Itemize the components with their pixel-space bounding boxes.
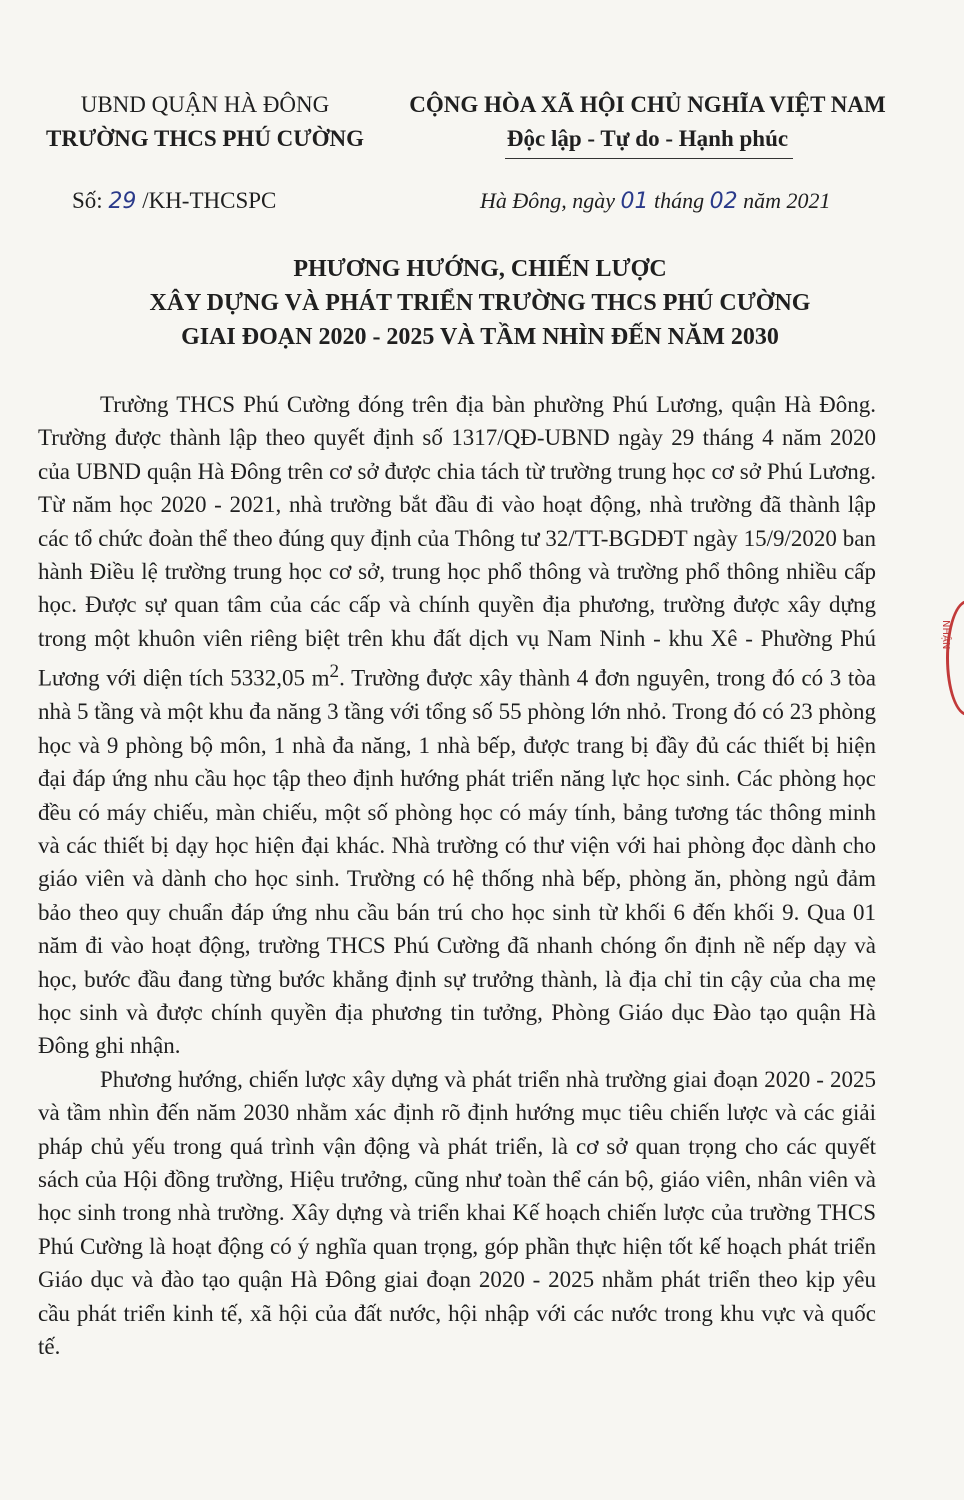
document-title: [30, 252, 930, 354]
date-part: Hà Đông, ngày: [480, 188, 621, 213]
date-part: năm 2021: [737, 188, 831, 213]
reference-suffix: /KH-THCSPC: [136, 188, 277, 213]
date-part: tháng: [648, 188, 710, 213]
title-line: GIAI ĐOẠN 2020 - 2025 VÀ TẦM NHÌN ĐẾN NĂM 2030: [181, 324, 779, 350]
stamp-text: NHẬN: [940, 620, 951, 650]
paragraph: Phương hướng, chiến lược xây dựng và phát triển nhà trường giai đoạn 2020 - 2025 và tầm nhìn đến năm 2030 nhằm xác định rõ định hướng mục tiêu chiến lược và các giải pháp chủ yếu trong quá trình vận động và phát triển, là cơ sở quan trọng cho các quyết sách của Hội đồng trường, Hiệu trưởng, cũng như toàn thể cán bộ, giáo viên, nhân viên và học sinh trong nhà trường. Xây dựng và triển khai Kế hoạch chiến lược của trường THCS Phú Cường là hoạt động có ý nghĩa quan trọng, góp phần thực hiện tốt kế hoạch phát triển Giáo dục và đào tạo quận Hà Đông giai đoạn 2020 - 2025 nhằm phát triển theo kịp yêu cầu phát triển kinh tế, xã hội của đất nước, hội nhập với các nước trong khu vực và quốc tế.: [38, 1066, 876, 1360]
school-name: TRƯỜNG THCS PHÚ CƯỜNG: [46, 126, 364, 151]
authority-line: UBND QUẬN HÀ ĐÔNG: [80, 92, 330, 117]
document-reference: [72, 188, 276, 214]
paragraph: [38, 388, 876, 1063]
national-header: [395, 88, 900, 156]
reference-number: 29: [108, 189, 137, 214]
issuing-authority: [30, 88, 380, 156]
red-stamp-icon: [946, 600, 964, 716]
date-day: 01: [620, 189, 649, 214]
reference-prefix: Số:: [72, 188, 109, 213]
document-date: [480, 188, 831, 214]
superscript: 2: [329, 661, 340, 683]
document-body: [38, 388, 876, 1363]
country-name: CỘNG HÒA XÃ HỘI CHỦ NGHĨA VIỆT NAM: [409, 92, 886, 117]
national-motto: Độc lập - Tự do - Hạnh phúc: [506, 126, 789, 151]
motto-underline: [505, 158, 793, 159]
paragraph-text: . Trường được xây thành 4 đơn nguyên, trong đó có 3 tòa nhà 5 tầng và một khu đa năng 3 tầng với tổng số 55 phòng lớn nhỏ. Trong đó có 23 phòng học và 9 phòng bộ môn, 1 nhà đa năng, 1 nhà bếp, được trang bị đầy đủ các thiết bị hiện đại đáp ứng nhu cầu học tập theo định hướng phát triển năng lực học sinh. Các phòng học đều có máy chiếu, màn chiếu, một số phòng học có máy tính, bảng tương tác thông minh và các thiết bị dạy học hiện đại khác. Nhà trường có thư viện với hai phòng đọc dành cho giáo viên và dành cho học sinh. Trường có hệ thống nhà bếp, phòng ăn, phòng ngủ đảm bảo theo quy chuẩn đáp ứng nhu cầu bán trú cho học sinh từ khối 6 đến khối 9. Qua 01 năm đi vào hoạt động, trường THCS Phú Cường đã nhanh chóng ổn định nề nếp dạy và học, bước đầu đang từng bước khẳng định sự trưởng thành, là địa chỉ tin cậy của cha mẹ học sinh và được chính quyền địa phương tin tưởng, Phòng Giáo dục Đào tạo quận Hà Đông ghi nhận.: [38, 665, 876, 1059]
title-line: XÂY DỰNG VÀ PHÁT TRIỂN TRƯỜNG THCS PHÚ CƯỜNG: [149, 290, 811, 316]
paragraph-text: Trường THCS Phú Cường đóng trên địa bàn phường Phú Lương, quận Hà Đông. Trường được thành lập theo quyết định số 1317/QĐ-UBND ngày 29 tháng 4 năm 2020 của UBND quận Hà Đông trên cơ sở được chia tách từ trường trung học cơ sở Phú Lương. Từ năm học 2020 - 2021, nhà trường bắt đầu đi vào hoạt động, nhà trường đã thành lập các tổ chức đoàn thể theo đúng quy định của Thông tư 32/TT-BGDĐT ngày 15/9/2020 ban hành Điều lệ trường trung học cơ sở, trung học phổ thông và trường phổ thông nhiều cấp học. Được sự quan tâm của các cấp và chính quyền địa phương, trường được xây dựng trong một khuôn viên riêng biệt trên khu đất dịch vụ Nam Ninh - khu Xê - Phường Phú Lương với diện tích 5332,05 m: [38, 392, 876, 691]
title-line: PHƯƠNG HƯỚNG, CHIẾN LƯỢC: [293, 256, 667, 282]
date-month: 02: [709, 189, 738, 214]
